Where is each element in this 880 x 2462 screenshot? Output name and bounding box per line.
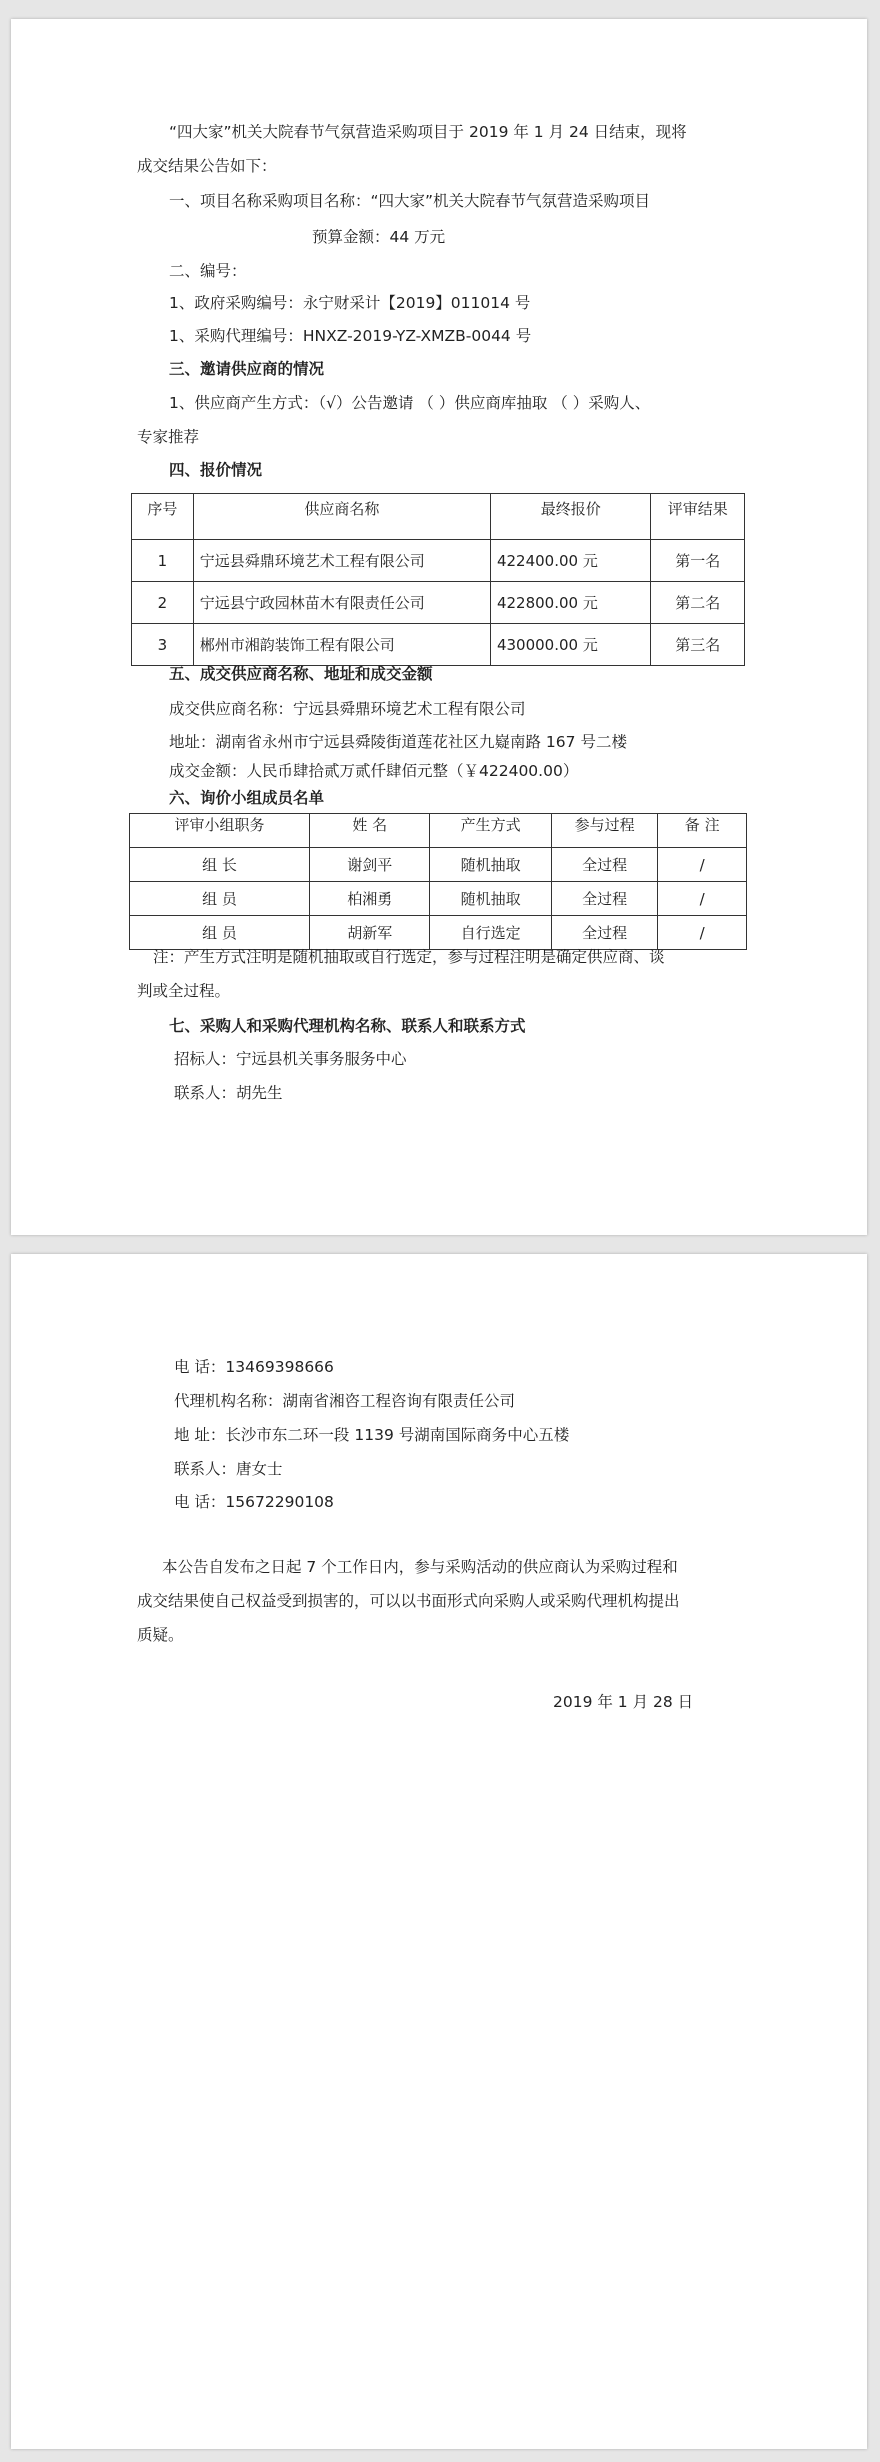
table-row <box>132 624 745 666</box>
table-row <box>130 916 747 950</box>
intro-line-1: “四大家”机关大院春节气氛营造采购项目于 2019 年 1 月 24 日结束，现将 <box>169 123 687 141</box>
panel-members-table <box>129 813 747 950</box>
table-cell: 第三名 <box>651 624 745 666</box>
table-row <box>132 540 745 582</box>
table-cell: 全过程 <box>551 848 657 882</box>
supplier-address-line: 地址：湖南省永州市宁远县舜陵街道莲花社区九嶷南路 167 号二楼 <box>169 733 627 751</box>
agency-name-line: 代理机构名称：湖南省湘咨工程咨询有限责任公司 <box>174 1392 516 1410</box>
table-header-cell: 评审小组职务 <box>130 814 310 848</box>
agency-phone-line: 电 话：15672290108 <box>174 1493 334 1511</box>
table-header-cell: 参与过程 <box>551 814 657 848</box>
table-cell: 自行选定 <box>430 916 551 950</box>
table-cell: 宁远县宁政园林苗木有限责任公司 <box>193 582 490 624</box>
supplier-method-line-1: 1、供应商产生方式：（√）公告邀请 （ ）供应商库抽取 （ ）采购人、 <box>169 394 651 412</box>
section-7-heading: 七、采购人和采购代理机构名称、联系人和联系方式 <box>169 1017 526 1035</box>
table-cell: / <box>658 882 747 916</box>
table-cell: 柏湘勇 <box>310 882 430 916</box>
table-cell: 第二名 <box>651 582 745 624</box>
agent-procurement-number: 1、采购代理编号：HNXZ-2019-YZ-XMZB-0044 号 <box>169 327 532 345</box>
purchaser-contact-line: 联系人：胡先生 <box>174 1084 283 1102</box>
table-header-cell: 产生方式 <box>430 814 551 848</box>
table-cell: 组 长 <box>130 848 310 882</box>
section-6-heading: 六、询价小组成员名单 <box>169 789 325 807</box>
table-cell: 组 员 <box>130 916 310 950</box>
table-cell: 422400.00 元 <box>490 540 651 582</box>
purchaser-phone-line: 电 话：13469398666 <box>174 1358 334 1376</box>
table-cell: 第一名 <box>651 540 745 582</box>
agency-contact-line: 联系人：唐女士 <box>174 1460 283 1478</box>
budget-line: 预算金额：44 万元 <box>312 228 446 246</box>
table-cell: 组 员 <box>130 882 310 916</box>
notice-line-3: 质疑。 <box>137 1626 184 1644</box>
table-cell: 随机抽取 <box>430 882 551 916</box>
table-header-row <box>132 494 745 540</box>
document-page-1 <box>11 19 867 1235</box>
agency-address-line: 地 址：长沙市东二环一段 1139 号湖南国际商务中心五楼 <box>174 1426 570 1444</box>
supplier-name-line: 成交供应商名称：宁远县舜鼎环境艺术工程有限公司 <box>169 700 526 718</box>
intro-line-2: 成交结果公告如下： <box>137 157 277 175</box>
section-3-heading: 三、邀请供应商的情况 <box>169 360 325 378</box>
table-cell: 郴州市湘韵装饰工程有限公司 <box>193 624 490 666</box>
notice-line-1: 本公告自发布之日起 7 个工作日内，参与采购活动的供应商认为采购过程和 <box>162 1558 678 1576</box>
publish-date: 2019 年 1 月 28 日 <box>553 1693 694 1711</box>
table-row <box>132 582 745 624</box>
table-header-cell: 备 注 <box>658 814 747 848</box>
price-table <box>131 493 745 666</box>
supplier-method-line-2: 专家推荐 <box>137 428 200 446</box>
deal-amount-line: 成交金额：人民币肆拾贰万贰仟肆佰元整（￥422400.00） <box>169 762 579 780</box>
table-header-row <box>130 814 747 848</box>
note-line-1: 注：产生方式注明是随机抽取或自行选定，参与过程注明是确定供应商、谈 <box>153 948 665 966</box>
document-page-2 <box>11 1254 867 2449</box>
section-4-heading: 四、报价情况 <box>169 461 263 479</box>
table-header-cell: 供应商名称 <box>193 494 490 540</box>
table-header-cell: 最终报价 <box>490 494 651 540</box>
table-header-cell: 序号 <box>132 494 194 540</box>
table-cell: / <box>658 916 747 950</box>
table-cell: 宁远县舜鼎环境艺术工程有限公司 <box>193 540 490 582</box>
table-row <box>130 882 747 916</box>
gov-procurement-number: 1、政府采购编号：永宁财采计【2019】011014 号 <box>169 294 531 312</box>
table-header-cell: 评审结果 <box>651 494 745 540</box>
table-cell: 1 <box>132 540 194 582</box>
purchaser-line: 招标人：宁远县机关事务服务中心 <box>174 1050 407 1068</box>
table-cell: 全过程 <box>551 882 657 916</box>
section-5-heading: 五、成交供应商名称、地址和成交金额 <box>169 665 433 683</box>
table-cell: 全过程 <box>551 916 657 950</box>
table-cell: 随机抽取 <box>430 848 551 882</box>
table-cell: 2 <box>132 582 194 624</box>
table-cell: / <box>658 848 747 882</box>
table-cell: 430000.00 元 <box>490 624 651 666</box>
table-header-cell: 姓 名 <box>310 814 430 848</box>
note-line-2: 判或全过程。 <box>137 982 231 1000</box>
table-cell: 谢剑平 <box>310 848 430 882</box>
table-cell: 422800.00 元 <box>490 582 651 624</box>
project-name-line: 一、项目名称采购项目名称：“四大家”机关大院春节气氛营造采购项目 <box>169 192 651 210</box>
notice-line-2: 成交结果使自己权益受到损害的，可以以书面形式向采购人或采购代理机构提出 <box>137 1592 680 1610</box>
table-row <box>130 848 747 882</box>
table-cell: 3 <box>132 624 194 666</box>
table-cell: 胡新军 <box>310 916 430 950</box>
section-2-heading: 二、编号： <box>169 262 247 280</box>
